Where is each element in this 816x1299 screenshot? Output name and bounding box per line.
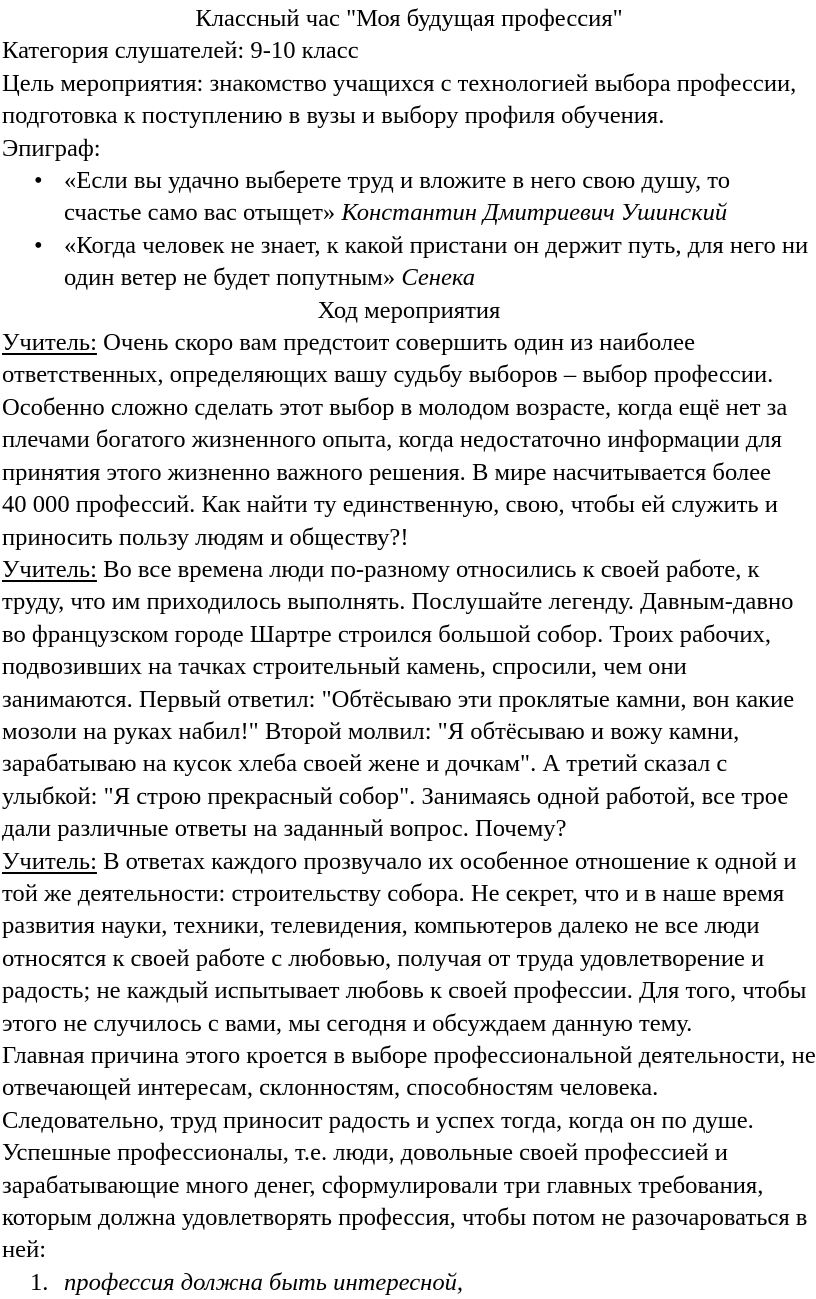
epigraph-quote-line-2 xyxy=(64,262,816,294)
paragraph-line: Особенно сложно сделать этот выбор в молодом возрасте, когда ещё нет за xyxy=(2,393,788,421)
teacher-label: Учитель: xyxy=(2,847,97,875)
epigraph-quote-line: «Когда человек не знает, к какой пристани он держит путь, для него ни xyxy=(64,231,809,259)
requirement-text: профессия должна быть интересной, xyxy=(64,1268,464,1296)
requirements-list xyxy=(2,1267,816,1299)
paragraph-line: занимаются. Первый ответил: "Обтёсываю эти проклятые камни, вон какие xyxy=(2,685,795,713)
paragraph-line: Следовательно, труд приносит радость и успех тогда, когда он по душе. xyxy=(2,1106,754,1134)
epigraph-quote-line-2 xyxy=(64,197,816,229)
paragraph-line: приносить пользу людям и обществу?! xyxy=(2,523,409,551)
paragraph-line: улыбкой: "Я строю прекрасный собор". Занимаясь одной работой, все трое xyxy=(2,782,789,810)
goal-block xyxy=(2,68,816,133)
epigraph-author: Константин Дмитриевич Ушинский xyxy=(341,199,728,227)
paragraph-line: относятся к своей работе с любовью, получая от труда удовлетворение и xyxy=(2,944,765,972)
requirement-item xyxy=(2,1267,816,1299)
paragraph-line: мозоли на руках набил!" Второй молвил: "Я обтёсываю и вожу камни, xyxy=(2,717,740,745)
paragraph-line: дали различные ответы на заданный вопрос. Почему? xyxy=(2,815,567,843)
paragraph-line: которым должна удовлетворять профессия, чтобы потом не разочароваться в xyxy=(2,1204,808,1232)
epigraph-list xyxy=(2,165,816,295)
teacher-paragraph-1 xyxy=(2,327,816,554)
category-line: Категория слушателей: 9-10 класс xyxy=(2,37,359,65)
paragraph-line: Главная причина этого кроется в выборе профессиональной деятельности, не xyxy=(2,1042,816,1069)
epigraph-item xyxy=(2,230,816,295)
paragraph-line: плечами богатого жизненного опыта, когда недостаточно информации для xyxy=(2,426,782,454)
epigraph-item xyxy=(2,165,816,230)
bullet-icon: • xyxy=(34,231,43,259)
paragraph-line: во французском городе Шартре строился большой собор. Троих рабочих, xyxy=(2,620,772,648)
bullet-icon: • xyxy=(34,167,43,195)
teacher-label: Учитель: xyxy=(2,329,97,357)
epigraph-quote-end: счастье само вас отыщет» xyxy=(64,199,342,227)
goal-line: Цель мероприятия: знакомство учащихся с технологией выбора профессии, xyxy=(2,69,797,97)
paragraph-line: подвозивших на тачках строительный камень, спросили, чем они xyxy=(2,653,687,681)
paragraph-line: зарабатывающие много денег, сформулировали три главных требования, xyxy=(2,1171,764,1199)
paragraph-line: этого не случилось с вами, мы сегодня и обсуждаем данную тему. xyxy=(2,1009,693,1037)
epigraph-quote-line: «Если вы удачно выберете труд и вложите в него свою душу, то xyxy=(64,167,731,195)
paragraph-line: развития науки, техники, телевидения, компьютеров далеко не все люди xyxy=(2,912,760,940)
paragraph-line: В ответах каждого прозвучало их особенное отношение к одной и xyxy=(96,847,797,875)
epigraph-author: Сенека xyxy=(401,264,476,292)
paragraph-line: труду, что им приходилось выполнять. Послушайте легенду. Давным-давно xyxy=(2,588,794,616)
paragraph-line: 40 000 профессий. Как найти ту единственную, свою, чтобы ей служить и xyxy=(2,491,778,519)
paragraph-line: Успешные профессионалы, т.е. люди, довольные своей профессией и xyxy=(2,1139,728,1167)
paragraph-line: ней: xyxy=(2,1236,47,1264)
paragraph-line: зарабатываю на кусок хлеба своей жене и дочкам". А третий сказал с xyxy=(2,750,728,778)
epigraph-quote-end: один ветер не будет попутным» xyxy=(64,264,402,292)
paragraph-line: Очень скоро вам предстоит совершить один из наиболее xyxy=(96,329,696,357)
teacher-paragraph-3 xyxy=(2,846,816,1267)
teacher-label: Учитель: xyxy=(2,555,97,583)
teacher-paragraph-2 xyxy=(2,554,816,846)
goal-line: подготовка к поступлению в вузы и выбору профиля обучения. xyxy=(2,102,665,130)
section-heading: Ход мероприятия xyxy=(317,296,501,324)
paragraph-line: радость; не каждый испытывает любовь к своей профессии. Для того, чтобы xyxy=(2,977,807,1005)
paragraph-line: ответственных, определяющих вашу судьбу выборов – выбор профессии. xyxy=(2,361,774,389)
page-title: Классный час "Моя будущая профессия" xyxy=(195,5,623,32)
paragraph-line: той же деятельности: строительству собора. Не секрет, что и в наше время xyxy=(2,879,785,907)
paragraph-line: принятия этого жизненно важного решения. В мире насчитывается более xyxy=(2,458,772,486)
requirement-number: 1. xyxy=(30,1268,49,1296)
paragraph-line: Во все времена люди по-разному относились к своей работе, к xyxy=(96,555,760,583)
epigraph-label: Эпиграф: xyxy=(2,134,101,162)
paragraph-line: отвечающей интересам, склонностям, способностям человека. xyxy=(2,1074,659,1102)
